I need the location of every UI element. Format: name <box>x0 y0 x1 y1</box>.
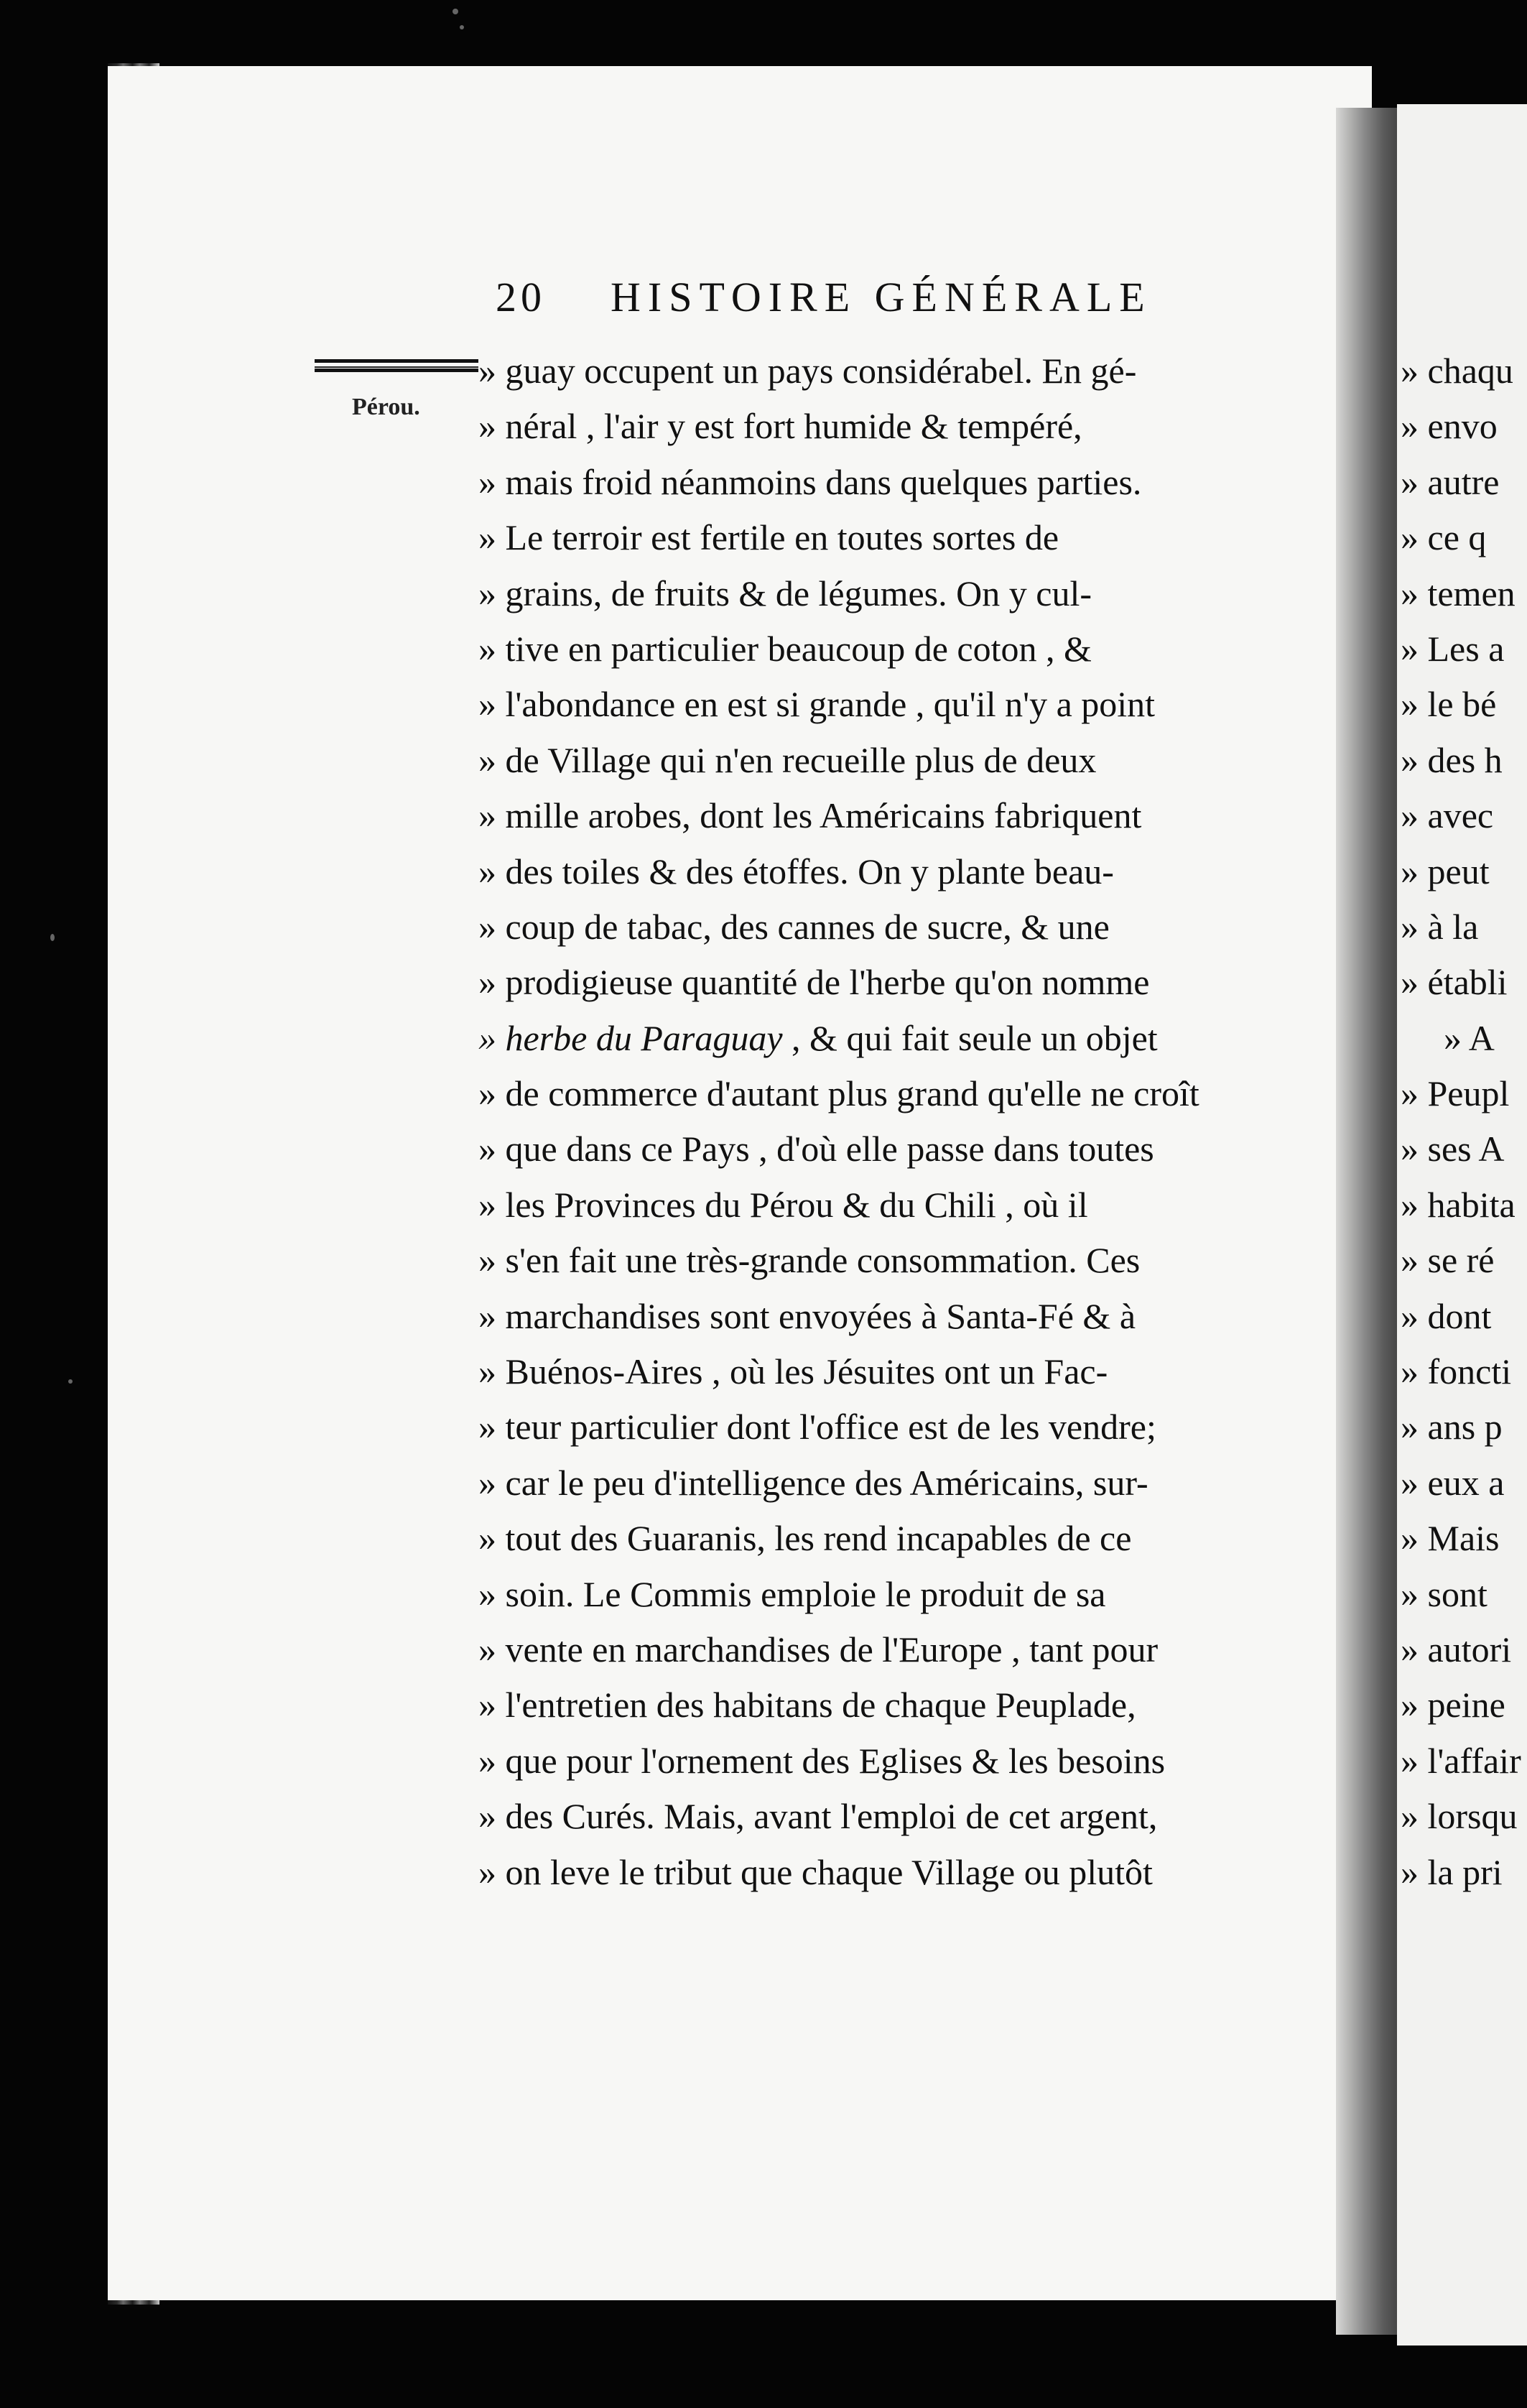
text-line: » des Curés. Mais, avant l'emploi de cet argent, <box>478 1796 1158 1837</box>
right-text-fragment: » avec <box>1401 795 1494 836</box>
text-line: » on leve le tribut que chaque Village ou plutôt <box>478 1851 1153 1892</box>
right-text-fragment: » envo <box>1401 406 1498 447</box>
text-line: » car le peu d'intelligence des Américains, sur- <box>478 1462 1148 1503</box>
text-line: » tive en particulier beaucoup de coton , & <box>478 628 1092 669</box>
text-line: » les Provinces du Pérou & du Chili , où il <box>478 1184 1088 1225</box>
text-line: » que dans ce Pays , d'où elle passe dans toutes <box>478 1129 1154 1170</box>
right-text-fragment: » ses A <box>1401 1129 1505 1170</box>
text-line: » tout des Guaranis, les rend incapables de ce <box>478 1518 1132 1559</box>
right-text-fragment: » autre <box>1401 461 1500 502</box>
text-line: » l'entretien des habitans de chaque Peuplade, <box>478 1685 1136 1726</box>
right-text-fragment: » dont <box>1401 1295 1492 1336</box>
text-line: » l'abondance en est si grande , qu'il n'y a point <box>478 684 1156 725</box>
text-line: » teur particulier dont l'office est de les vendre; <box>478 1407 1156 1448</box>
text-line: » grains, de fruits & de légumes. On y cul- <box>478 573 1092 613</box>
page-number: 20 <box>496 274 546 320</box>
text-line: » mille arobes, dont les Américains fabriquent <box>478 795 1142 836</box>
text-line: » guay occupent un pays considérabel. En gé- <box>478 351 1137 391</box>
right-text-fragment: » ce q <box>1401 517 1487 558</box>
right-text-fragment: » l'affair <box>1401 1740 1521 1781</box>
text-line: » Buénos-Aires , où les Jésuites ont un Fac- <box>478 1351 1108 1392</box>
text-line: » des toiles & des étoffes. On y plante beau- <box>478 851 1114 892</box>
text-line: » prodigieuse quantité de l'herbe qu'on nomme <box>478 962 1150 1003</box>
running-head <box>496 273 1300 338</box>
right-text-fragment: » peine <box>1401 1685 1505 1726</box>
right-text-fragment: » foncti <box>1401 1351 1512 1392</box>
italic-phrase: » herbe du Paraguay <box>478 1017 783 1058</box>
right-text-fragment: » Peupl <box>1401 1073 1510 1114</box>
right-text-fragment: » habita <box>1401 1184 1516 1225</box>
text-line: » Le terroir est fertile en toutes sortes de <box>478 517 1059 558</box>
margin-rule <box>315 359 478 372</box>
right-text-fragment: » se ré <box>1401 1240 1495 1281</box>
margin-note: Pérou. <box>352 394 420 420</box>
text-line: » s'en fait une très-grande consommation. Ces <box>478 1240 1141 1281</box>
right-text-fragment: » établi <box>1401 962 1508 1003</box>
right-text-fragment: » eux a <box>1401 1462 1505 1503</box>
running-title: HISTOIRE GÉNÉRALE <box>611 274 1152 320</box>
text-line: » soin. Le Commis emploie le produit de sa <box>478 1573 1106 1614</box>
text-line: » de Village qui n'en recueille plus de deux <box>478 739 1097 780</box>
left-column-text <box>478 343 1340 1900</box>
right-text-fragment: » la pri <box>1401 1851 1503 1892</box>
right-text-fragment: » A <box>1444 1017 1495 1058</box>
text-line <box>478 1011 1340 1066</box>
text-line: » vente en marchandises de l'Europe , tant pour <box>478 1629 1159 1670</box>
text-line: » marchandises sont envoyées à Santa-Fé & à <box>478 1295 1136 1336</box>
right-text-fragment: » temen <box>1401 573 1516 613</box>
right-text-fragment: » Les a <box>1401 628 1505 669</box>
text-line: » mais froid néanmoins dans quelques parties. <box>478 461 1142 502</box>
right-text-fragment: » peut <box>1401 851 1490 892</box>
text-line: » de commerce d'autant plus grand qu'elle ne croît <box>478 1073 1199 1114</box>
right-text-fragment: » ans p <box>1401 1407 1503 1448</box>
text-line: » coup de tabac, des cannes de sucre, & une <box>478 906 1110 947</box>
right-text-fragment: » chaqu <box>1401 351 1513 391</box>
right-text-fragment: » lorsqu <box>1401 1796 1518 1837</box>
right-text-fragment: » des h <box>1401 739 1503 780</box>
text-line: » que pour l'ornement des Eglises & les besoins <box>478 1740 1166 1781</box>
right-text-fragment: » à la <box>1401 906 1479 947</box>
line-rest: , & qui fait seule un objet <box>782 1017 1158 1058</box>
text-line: » néral , l'air y est fort humide & tempéré, <box>478 406 1082 447</box>
right-text-fragment: » le bé <box>1401 684 1497 725</box>
right-text-fragment: » Mais <box>1401 1518 1500 1559</box>
right-text-fragment: » autori <box>1401 1629 1512 1670</box>
right-text-fragment: » sont <box>1401 1573 1487 1614</box>
right-column-text <box>1401 343 1527 1900</box>
